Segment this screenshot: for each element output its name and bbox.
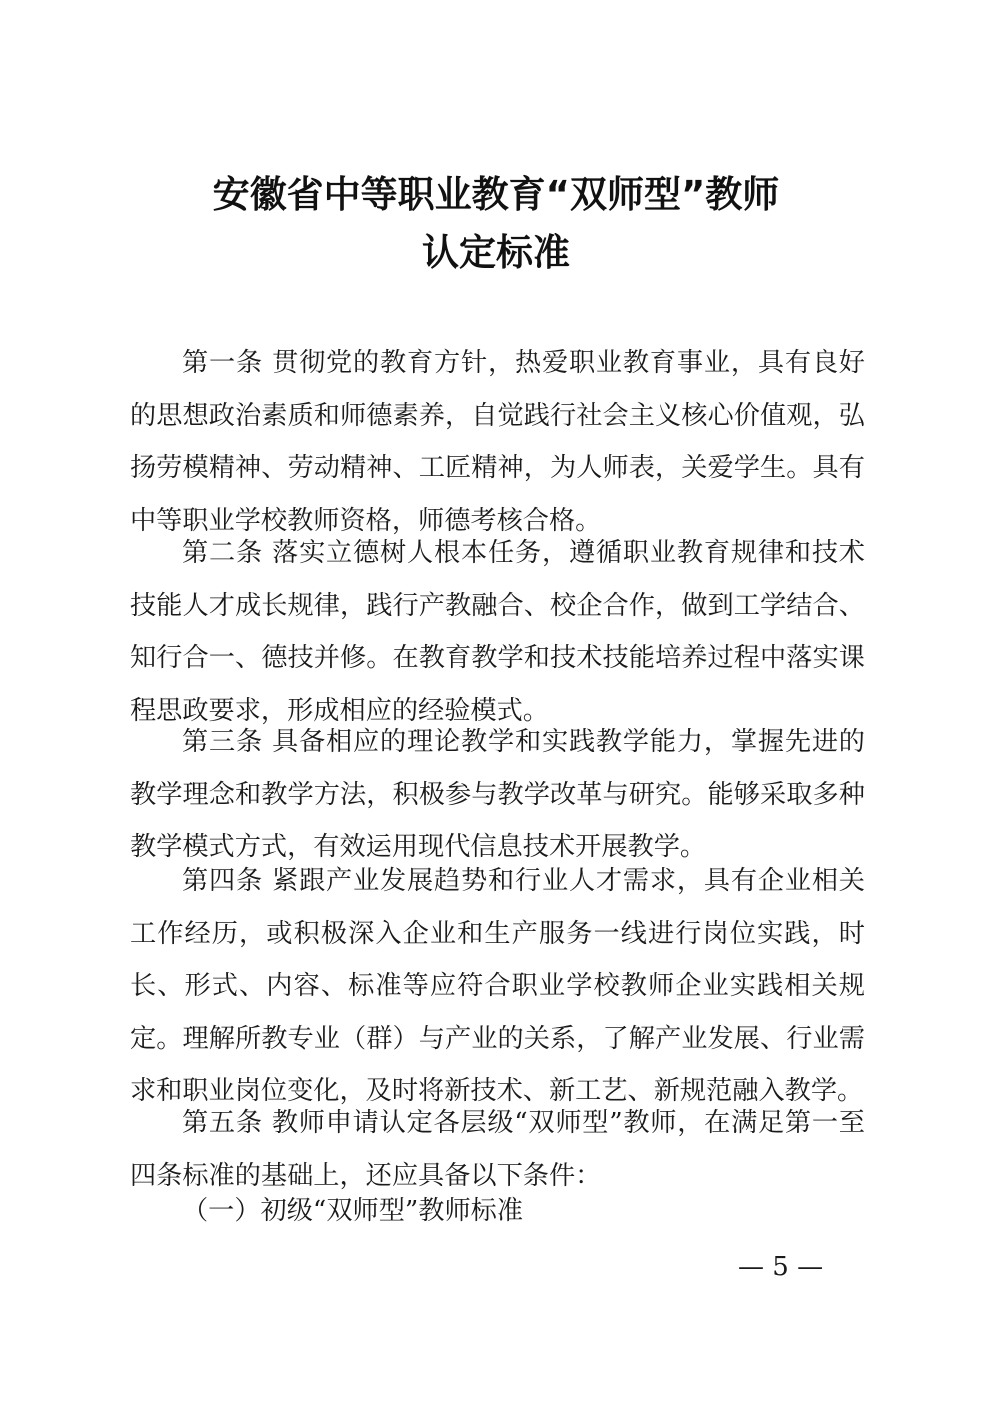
article-2-paragraph: 第二条 落实立德树人根本任务，遵循职业教育规律和技术技能人才成长规律，践行产教融合、校企合作，做到工学结合、知行合一、德技并修。在教育教学和技术技能培养过程中落实课程思政要求，形成相应的经验模式。 [130,538,865,726]
article-4-paragraph: 第四条 紧跟产业发展趋势和行业人才需求，具有企业相关工作经历，或积极深入企业和生产服务一线进行岗位实践，时长、形式、内容、标准等应符合职业学校教师企业实践相关规定。理解所教专业（群）与产业的关系，了解产业发展、行业需求和职业岗位变化，及时将新技术、新工艺、新规范融入教学。 [130,866,865,1106]
document-title-line-1: 安徽省中等职业教育“双师型”教师 [212,173,780,216]
article-1-block [130,337,865,547]
article-1-paragraph: 第一条 贯彻党的教育方针，热爱职业教育事业，具有良好的思想政治素质和师德素养，自觉践行社会主义核心价值观，弘扬劳模精神、劳动精神、工匠精神，为人师表，关爱学生。具有中等职业学校教师资格，师德考核合格。 [130,348,865,536]
subsection-heading-block [130,1185,865,1238]
page-number: — 5 — [738,1252,824,1282]
article-4-block [130,855,865,1118]
article-5-paragraph: 第五条 教师申请认定各层级“双师型”教师，在满足第一至四条标准的基础上，还应具备以下条件： [130,1108,865,1191]
article-3-block [130,716,865,874]
article-3-paragraph: 第三条 具备相应的理论教学和实践教学能力，掌握先进的教学理念和教学方法，积极参与教学改革与研究。能够采取多种教学模式方式，有效运用现代信息技术开展教学。 [130,727,865,862]
subsection-heading: （一）初级“双师型”教师标准 [182,1196,524,1226]
article-2-block [130,527,865,737]
document-title-line-2: 认定标准 [422,231,570,274]
